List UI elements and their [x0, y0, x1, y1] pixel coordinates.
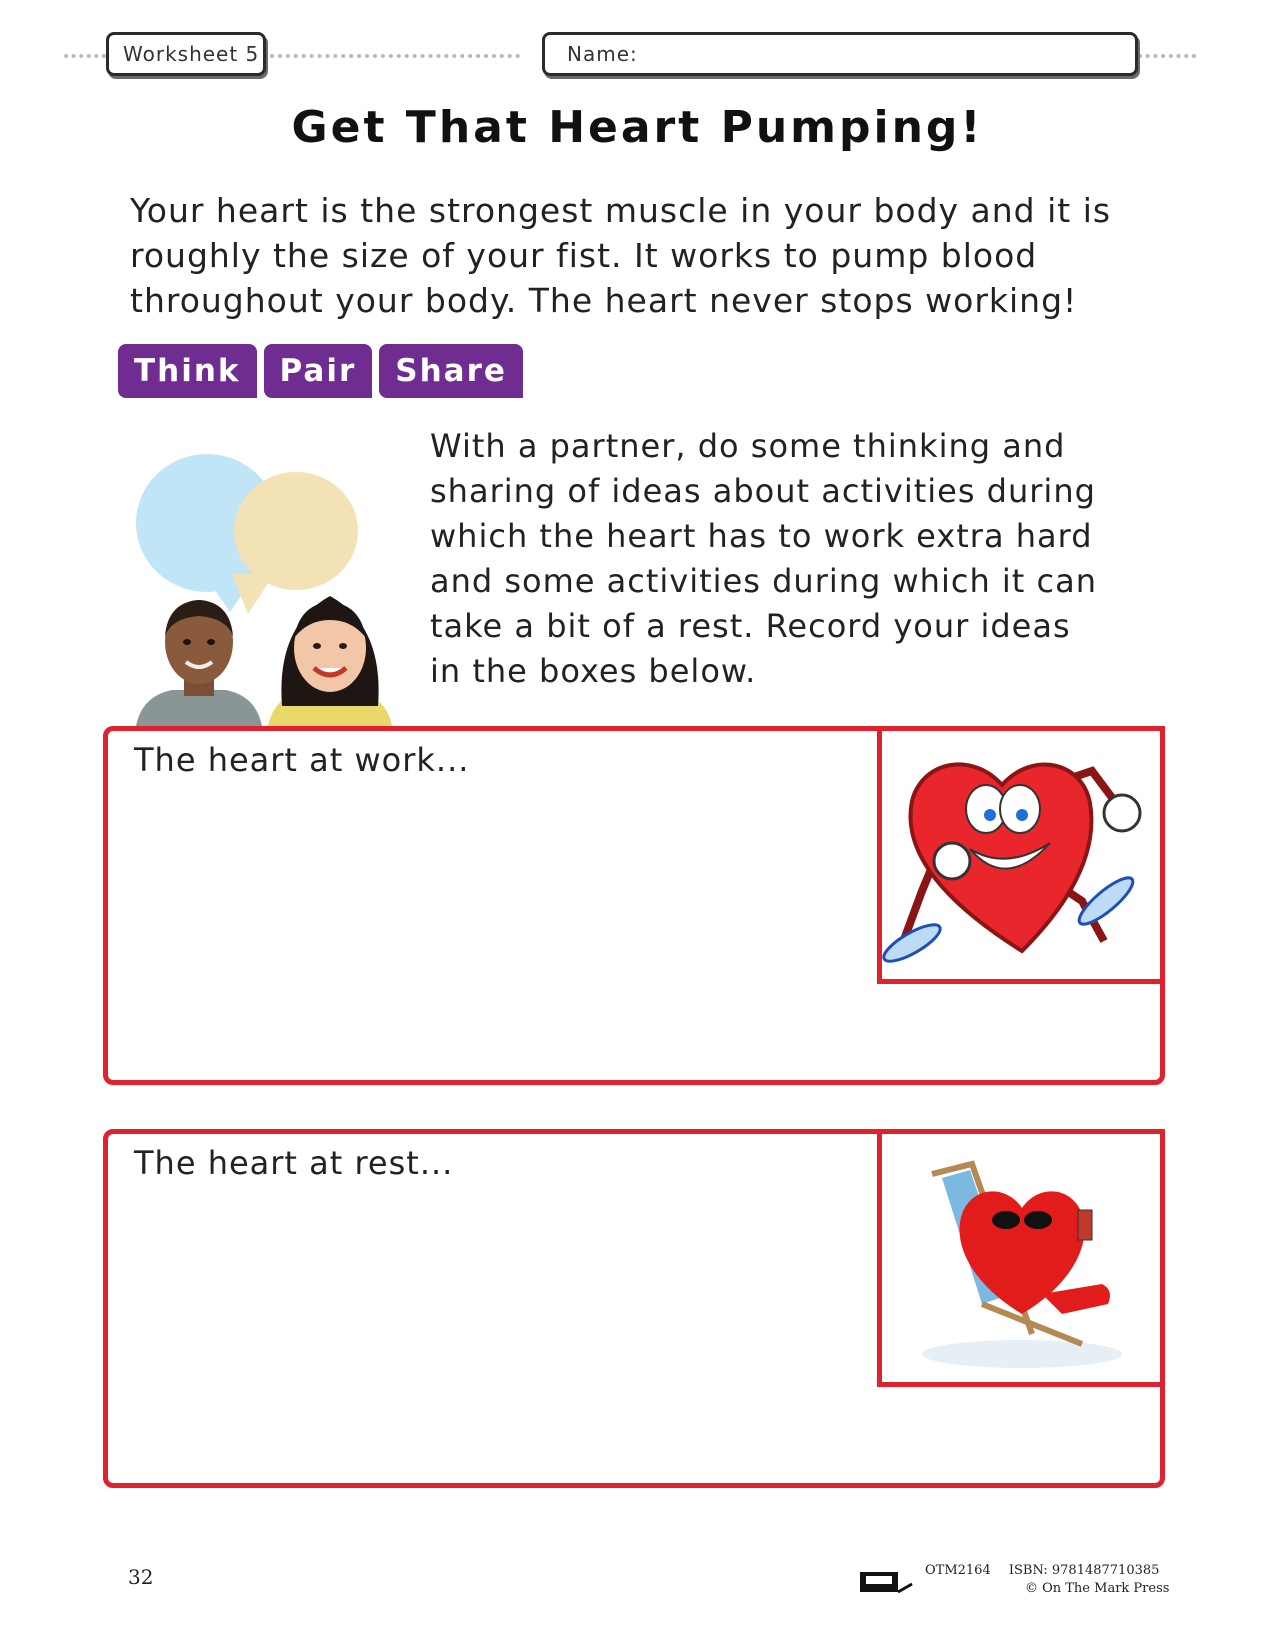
boy-photo [132, 596, 266, 726]
page-number: 32 [128, 1565, 154, 1589]
partner-instructions: With a partner, do some thinking and sharing of ideas about activities during which the heart has to work extra hard and some activities during which it can take a bit of a rest. Record your ideas in the boxes below. [430, 427, 1097, 690]
heart-at-work-box[interactable] [103, 726, 1165, 1085]
speech-bubble-cream [234, 472, 358, 590]
press-logo-icon [856, 1566, 916, 1596]
header-dots-right [1138, 54, 1196, 58]
name-label: Name: [567, 42, 638, 66]
share-tab: Share [379, 344, 523, 398]
heart-at-rest-box[interactable] [103, 1129, 1165, 1488]
name-field[interactable] [542, 32, 1138, 76]
publisher: © On The Mark Press [1024, 1581, 1170, 1596]
think-tab: Think [118, 344, 257, 398]
footer-info [925, 1562, 1173, 1598]
pair-tab: Pair [264, 344, 373, 398]
isbn: ISBN: 9781487710385 [1008, 1563, 1160, 1578]
running-heart-icon [882, 731, 1160, 979]
heart-at-rest-label: The heart at rest... [134, 1144, 454, 1182]
page-title: Get That Heart Pumping! [291, 102, 984, 153]
product-code: OTM2164 [925, 1563, 991, 1578]
header-dots-left [64, 54, 106, 58]
girl-photo [262, 586, 398, 726]
resting-heart-frame [877, 1129, 1165, 1387]
running-heart-frame [877, 726, 1165, 984]
worksheet-label: Worksheet 5 [123, 42, 260, 66]
think-pair-share-banner [118, 344, 523, 398]
header-dots-middle [270, 54, 520, 58]
worksheet-tag [106, 32, 266, 76]
heart-at-work-label: The heart at work... [134, 741, 470, 779]
resting-heart-icon [882, 1134, 1160, 1382]
intro-paragraph: Your heart is the strongest muscle in your body and it is roughly the size of your fist. It works to pump blood throughout your body. The heart never stops working! [130, 191, 1112, 320]
